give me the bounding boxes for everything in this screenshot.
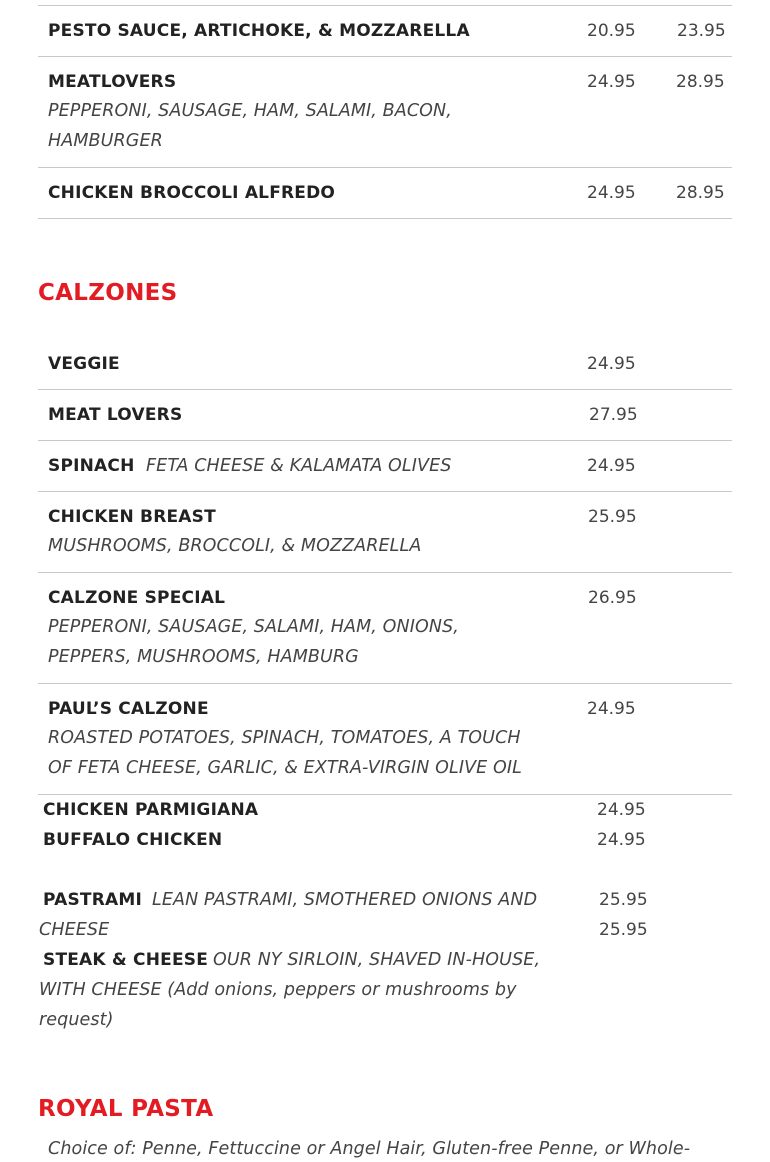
divider bbox=[38, 572, 732, 573]
divider bbox=[38, 218, 732, 219]
price-small: 24.95 bbox=[587, 183, 636, 203]
item-name: CHICKEN BREAST bbox=[48, 507, 216, 527]
item-name: MEATLOVERS bbox=[48, 72, 177, 92]
item-price: 25.95 bbox=[599, 920, 648, 940]
section-intro: Choice of: Penne, Fettuccine or Angel Hair, Gluten-free Penne, or Whole- bbox=[48, 1139, 691, 1159]
item-name: CHICKEN BROCCOLI ALFREDO bbox=[48, 183, 336, 203]
item-name: CHICKEN PARMIGIANA bbox=[43, 800, 259, 820]
item-price: 25.95 bbox=[599, 890, 648, 910]
item-description: CHEESE bbox=[39, 920, 110, 940]
item-price: 24.95 bbox=[587, 354, 636, 374]
divider bbox=[38, 491, 732, 492]
item-description: FETA CHEESE & KALAMATA OLIVES bbox=[146, 456, 452, 476]
item-price: 26.95 bbox=[588, 588, 637, 608]
item-description: PEPPERS, MUSHROOMS, HAMBURG bbox=[48, 647, 359, 667]
item-name: PAUL’S CALZONE bbox=[48, 699, 209, 719]
item-price: 24.95 bbox=[587, 699, 636, 719]
divider bbox=[38, 683, 732, 684]
section-heading-calzones: CALZONES bbox=[38, 280, 178, 306]
item-price: 24.95 bbox=[587, 456, 636, 476]
item-name: CALZONE SPECIAL bbox=[48, 588, 226, 608]
divider bbox=[38, 389, 732, 390]
item-name: MEAT LOVERS bbox=[48, 405, 183, 425]
item-name: PASTRAMI bbox=[43, 890, 142, 910]
item-description: PEPPERONI, SAUSAGE, SALAMI, HAM, ONIONS, bbox=[48, 617, 459, 637]
section-heading-royal-pasta: ROYAL PASTA bbox=[38, 1096, 214, 1122]
item-price: 27.95 bbox=[589, 405, 638, 425]
item-price: 24.95 bbox=[597, 800, 646, 820]
price-small: 20.95 bbox=[587, 21, 636, 41]
price-large: 23.95 bbox=[677, 21, 726, 41]
item-description: LEAN PASTRAMI, SMOTHERED ONIONS AND bbox=[152, 890, 538, 910]
price-small: 24.95 bbox=[587, 72, 636, 92]
item-description: ROASTED POTATOES, SPINACH, TOMATOES, A TOUCH bbox=[48, 728, 521, 748]
divider bbox=[38, 167, 732, 168]
item-description: WITH CHEESE (Add onions, peppers or mushrooms by bbox=[39, 980, 517, 1000]
item-name: PESTO SAUCE, ARTICHOKE, & MOZZARELLA bbox=[48, 21, 470, 41]
divider bbox=[38, 794, 732, 795]
item-name: STEAK & CHEESE bbox=[43, 950, 209, 970]
item-name: BUFFALO CHICKEN bbox=[43, 830, 223, 850]
item-description: PEPPERONI, SAUSAGE, HAM, SALAMI, BACON, bbox=[48, 101, 452, 121]
price-large: 28.95 bbox=[676, 72, 725, 92]
divider bbox=[38, 5, 732, 6]
item-price: 24.95 bbox=[597, 830, 646, 850]
divider bbox=[38, 56, 732, 57]
divider bbox=[38, 440, 732, 441]
item-description: OF FETA CHEESE, GARLIC, & EXTRA-VIRGIN OLIVE OIL bbox=[48, 758, 522, 778]
item-description: HAMBURGER bbox=[48, 131, 163, 151]
item-description: MUSHROOMS, BROCCOLI, & MOZZARELLA bbox=[48, 536, 422, 556]
item-price: 25.95 bbox=[588, 507, 637, 527]
item-description: OUR NY SIRLOIN, SHAVED IN-HOUSE, bbox=[213, 950, 541, 970]
price-large: 28.95 bbox=[676, 183, 725, 203]
item-name: SPINACH bbox=[48, 456, 135, 476]
item-name: VEGGIE bbox=[48, 354, 120, 374]
item-description: request) bbox=[39, 1010, 114, 1030]
